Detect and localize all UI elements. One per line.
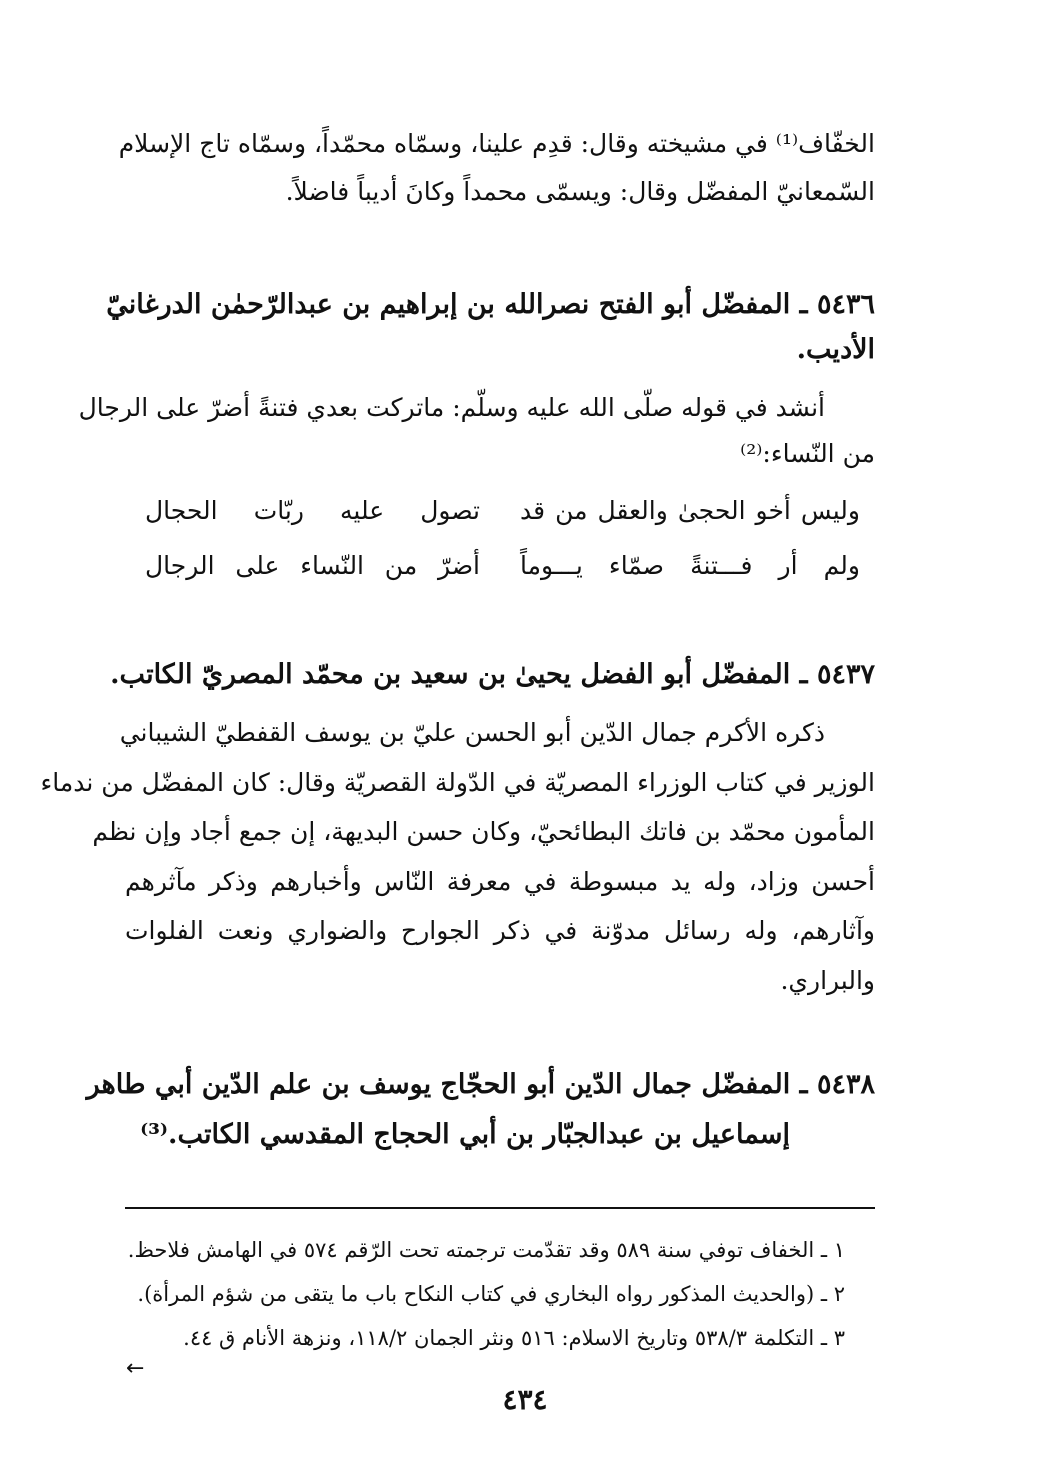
entry-prev-line-1: الخفّاف⁽¹⁾ في مشيخته وقال: قدِم علينا، وسمّاه محمّداً، وسمّاه تاج الإسلام — [118, 129, 875, 158]
entry-5437-body-4: أحسن وزاد، وله يد مبسوطة في معرفة النّاس وأخبارهم وذكر مآثرهم — [125, 867, 875, 896]
entry-5437-body-5: وآثارهم، وله رسائل مدوّنة في ذكر الجوارح والضواري ونعت الفلوات — [125, 916, 875, 945]
entry-5437-body-2: الوزير في كتاب الوزراء المصريّة في الدّولة القصريّة وقال: كان المفضّل من ندماء — [40, 768, 875, 797]
entry-5437-body-3: المأمون محمّد بن فاتك البطائحيّ، وكان حسن البديهة، إن جمع أجاد وإن نظم — [92, 817, 875, 846]
verse-2-second-hemistich: أضرّ من النّساء على الرجال — [145, 551, 480, 580]
entry-5436-body-2: من النّساء:⁽²⁾ — [740, 439, 875, 468]
entry-5437-body-1: ذكره الأكرم جمال الدّين أبو الحسن عليّ بن يوسف القفطيّ الشيباني — [119, 718, 825, 747]
footnote-3: ٣ ـ التكلمة ٥٣٨/٣ وتاريخ الاسلام: ٥١٦ ونثر الجمان ١١٨/٢، ونزهة الأنام ق ٤٤. — [183, 1326, 845, 1350]
verse-1-first-hemistich: وليس أخو الحجىٰ والعقل من قد — [520, 496, 860, 525]
continue-arrow-icon: ← — [126, 1356, 145, 1381]
entry-5438-heading-2: إسماعيل بن عبدالجبّار بن أبي الحجاج المقدسي الكاتب.⁽³⁾ — [140, 1119, 790, 1150]
footnote-separator — [125, 1207, 875, 1209]
verse-2-first-hemistich: ولم أر فـــتنةً صمّاء يـــوماً — [520, 551, 860, 580]
entry-5436-heading-1: ٥٤٣٦ ـ المفضّل أبو الفتح نصرالله بن إبراهيم بن عبدالرّحمٰن الدرغانيّ — [106, 289, 875, 320]
entry-5437-heading: ٥٤٣٧ ـ المفضّل أبو الفضل يحيىٰ بن سعيد بن محمّد المصريّ الكاتب. — [110, 659, 875, 690]
verse-1-second-hemistich: تصول عليه ربّات الحجال — [145, 496, 480, 525]
footnote-1: ١ ـ الخفاف توفي سنة ٥٨٩ وقد تقدّمت ترجمته تحت الرّقم ٥٧٤ في الهامش فلاحظ. — [127, 1238, 845, 1262]
entry-5436-body-1: أنشد في قوله صلّى الله عليه وسلّم: ماتركت بعدي فتنةً أضرّ على الرجال — [78, 393, 825, 422]
entry-5437-body-6: والبراري. — [780, 966, 875, 995]
page-number: ٤٣٤ — [502, 1383, 548, 1416]
entry-5436-heading-2: الأديب. — [796, 334, 875, 365]
footnote-2: ٢ ـ (والحديث المذكور رواه البخاري في كتاب النكاح باب ما يتقى من شؤم المرأة). — [137, 1282, 845, 1306]
entry-prev-line-2: السّمعانيّ المفضّل وقال: ويسمّى محمداً وكانَ أديباً فاضلاً. — [285, 177, 875, 206]
entry-5438-heading-1: ٥٤٣٨ ـ المفضّل جمال الدّين أبو الحجّاج يوسف بن علم الدّين أبي طاهر — [86, 1069, 875, 1100]
